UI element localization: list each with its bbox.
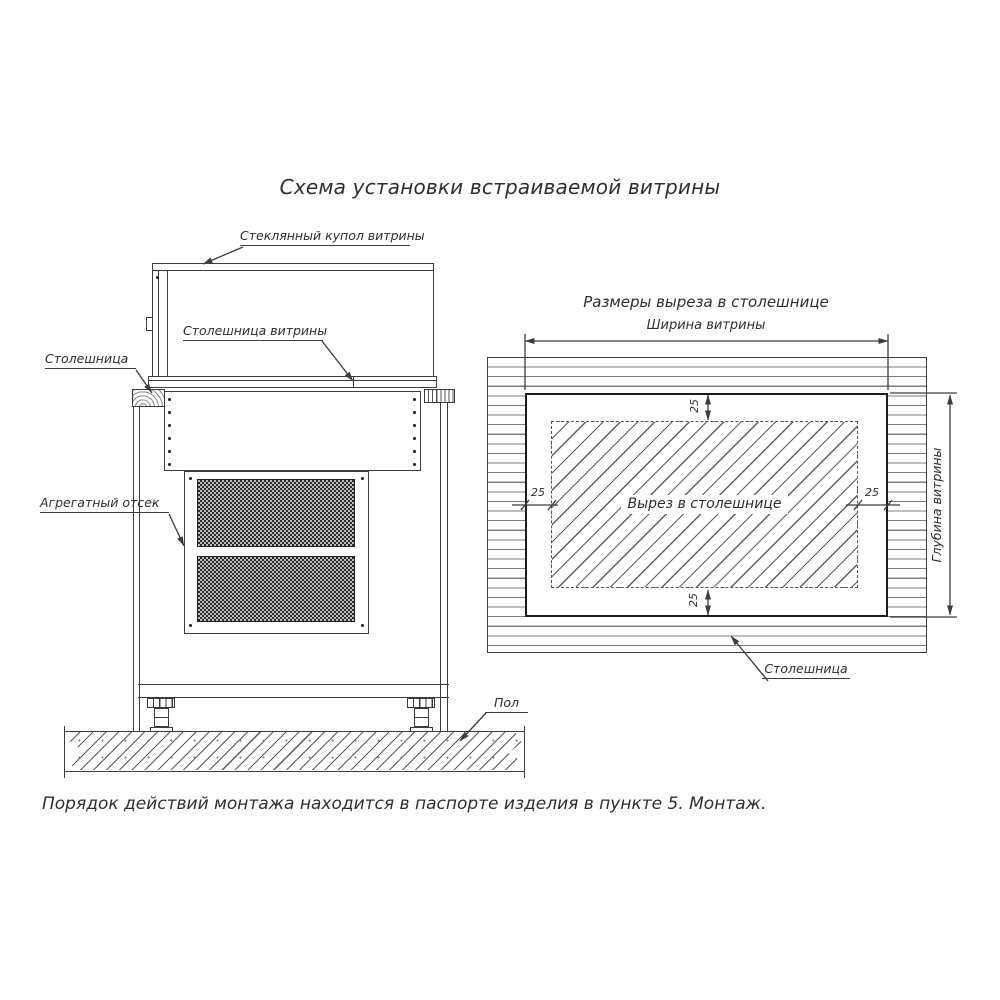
leg-adjuster-line [155,717,168,718]
cutout-diagram-title: Размеры выреза в столешнице [583,293,829,311]
drawing-title: Схема установки встраиваемой витрины [279,175,721,199]
offset-bottom-value: 25 [687,593,700,607]
label-vitrine-countertop: Столешница витрины [183,324,323,341]
label-glass-dome: Стеклянный купол витрины [240,229,410,246]
floor-right-end [524,726,525,778]
leg-stem-left [154,708,169,727]
floor-bottom-line [65,771,525,772]
label-countertop-plan: Столешница [762,662,850,679]
countertop-section-right [424,389,455,403]
cabinet-base [138,684,449,698]
cabinet-right-wall [440,403,448,731]
strip-joint [353,377,354,387]
footer-note: Порядок действий монтажа находится в паспорте изделия в пункте 5. Монтаж. [42,794,767,814]
ventilation-grille-upper [197,479,355,547]
glass-dome-left-glass-edge [158,271,168,377]
floor-hatch [68,732,522,770]
offset-left-value: 25 [531,486,545,499]
floor-left-end [64,726,65,778]
ventilation-grille-lower [197,556,355,622]
leader-glass-dome [203,247,243,264]
leg-bracket-right [407,698,435,708]
cabinet-left-wall [133,407,140,731]
offset-right-value: 25 [865,486,879,499]
label-cutout: Вырез в столешнице [621,495,789,513]
label-floor: Пол [485,696,528,713]
dome-hinge [146,317,153,331]
countertop-section-left [132,389,165,407]
label-width: Ширина витрины [646,318,766,333]
label-unit-compartment: Агрегатный отсек [40,496,169,513]
vitrine-footprint-hatch [551,421,858,588]
leg-stem-right [414,708,429,727]
offset-top-value: 25 [688,399,701,413]
label-countertop: Столешница [45,352,136,369]
vitrine-countertop-strip [148,376,437,388]
leg-bracket-left [147,698,175,708]
strip-inner-line [149,380,436,381]
leg-adjuster-line [415,717,428,718]
label-depth: Глубина витрины [929,447,944,563]
leader-unit-compartment [169,514,184,546]
front-panel [164,391,421,471]
